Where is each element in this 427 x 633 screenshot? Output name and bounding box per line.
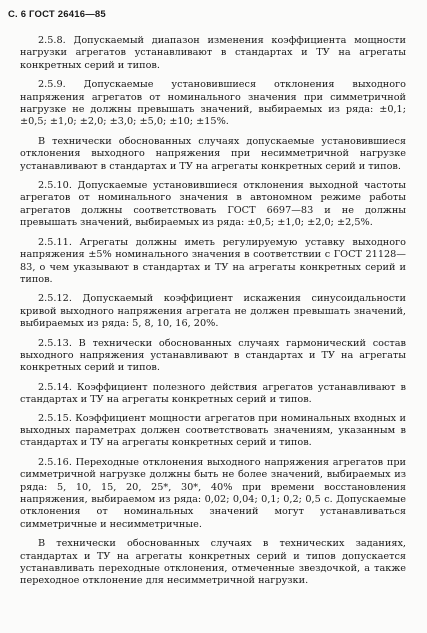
- paragraph-2-5-15: 2.5.15. Коэффициент мощности агрегатов при номинальных входных и выходных параметрах должен соответствовать значениям, указанным в стандартах и ТУ на агрегаты конкретных серий и типов.: [20, 412, 406, 449]
- paragraph-2-5-11: 2.5.11. Агрегаты должны иметь регулируемую уставку выходного напряжения ±5% номинального значения в соответствии с ГОСТ 21128—83, о чем указывают в стандартах и ТУ на агрегаты конкретных серий и типов.: [20, 236, 406, 285]
- paragraph-2-5-14: 2.5.14. Коэффициент полезного действия агрегатов устанавливают в стандартах и ТУ на агрегаты конкретных серий и типов.: [20, 381, 406, 406]
- page-header: С. 6 ГОСТ 26416—85: [8, 9, 106, 20]
- paragraph-2-5-16: 2.5.16. Переходные отклонения выходного напряжения агрегатов при симметричной нагрузке должны быть не более значений, выбираемых из ряда: 5, 10, 15, 20, 25*, 30*, 40% при времени восстановления напряжения, выбираемом из ряда: 0,02; 0,04; 0,1; 0,2; 0,5 с. Допускаемые отклонения от номинальных значений могут устанавливаться симметричные и несимметричные.: [20, 456, 406, 530]
- paragraph-2-5-9: 2.5.9. Допускаемые установившиеся отклонения выходного напряжения агрегатов от номинального значения при симметричной нагрузке не должны превышать значений, выбираемых из ряда: ±0,1; ±0,5; ±1,0; ±2,0; ±3,0; ±5,0; ±10; ±15%.: [20, 79, 406, 128]
- paragraph-2-5-9-note: В технически обоснованных случаях допускаемые установившиеся отклонения выходного напряжения при несимметричной нагрузке устанавливают в стандартах и ТУ на агрегаты конкретных серий и типов.: [20, 135, 406, 172]
- paragraph-2-5-10: 2.5.10. Допускаемые установившиеся отклонения выходной частоты агрегатов от номинального значения в автономном режиме работы агрегатов должны соответствовать ГОСТ 6697—83 и не должны превышать значений, выбираемых из ряда: ±0,5; ±1,0; ±2,0; ±2,5%.: [20, 180, 406, 229]
- paragraph-2-5-13: 2.5.13. В технически обоснованных случаях гармонический состав выходного напряжения устанавливают в стандартах и ТУ на агрегаты конкретных серий и типов.: [20, 337, 406, 374]
- paragraph-2-5-12: 2.5.12. Допускаемый коэффициент искажения синусоидальности кривой выходного напряжения агрегата не должен превышать значений, выбираемых из ряда: 5, 8, 10, 16, 20%.: [20, 293, 406, 330]
- document-body: [20, 35, 406, 595]
- paragraph-2-5-8: 2.5.8. Допускаемый диапазон изменения коэффициента мощности нагрузки агрегатов устанавливают в стандартах и ТУ на агрегаты конкретных серий и типов.: [20, 35, 406, 71]
- paragraph-2-5-16-note: В технически обоснованных случаях в технических заданиях, стандартах и ТУ на агрегаты конкретных серий и типов допускается устанавливать переходные отклонения, отмеченные звездочкой, а также переходное отклонение для несимметричной нагрузки.: [20, 538, 406, 587]
